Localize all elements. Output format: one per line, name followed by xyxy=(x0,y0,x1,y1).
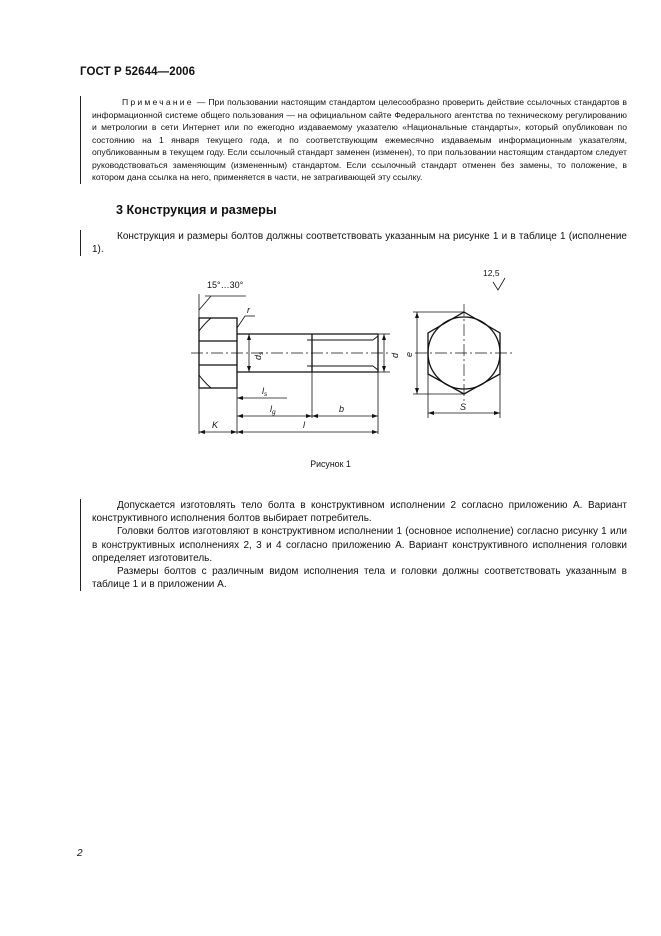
thread-length-label: b xyxy=(339,404,345,414)
thread-diameter-label: d xyxy=(390,352,400,358)
head-height-label: K xyxy=(212,420,219,430)
intro-paragraph: Конструкция и размеры болтов должны соответствовать указанным на рисунке 1 и в таблице 1 (исполнение 1). xyxy=(92,231,627,256)
note-label: Примечание xyxy=(122,97,194,107)
bolt-length-label: l xyxy=(303,420,305,430)
note-paragraph xyxy=(80,96,627,184)
shank-length-label: $l_s$ xyxy=(262,386,268,398)
roughness-label: 12,5 xyxy=(483,268,500,278)
standard-code-header: ГОСТ Р 52644—2006 xyxy=(80,66,196,78)
section-heading: 3 Конструкция и размеры xyxy=(116,203,277,217)
paragraph-dimensions: Размеры болтов с различным видом исполнения тела и головки должны соответствовать указанным в таблице 1 и в приложении А. xyxy=(92,566,627,591)
across-flats-label: S xyxy=(460,402,467,412)
intro-block xyxy=(80,230,627,256)
figure-caption: Рисунок 1 xyxy=(310,459,351,469)
angle-label: 15°…30° xyxy=(207,280,244,290)
grip-length-label: $l_g$ xyxy=(270,404,276,416)
across-corners-label: e xyxy=(404,351,414,357)
paragraph-head-variant: Головки болтов изготовляют в конструктивном исполнении 1 (основное исполнение) согласно рисунку 1 или в конструктивных исполнениях 2, 3 и 4 согласно приложению А. Вариант конструктивного исполнения головки определяет изготовитель. xyxy=(92,526,627,564)
body-block xyxy=(80,499,627,591)
paragraph-body-variant: Допускается изготовлять тело болта в конструктивном исполнении 2 согласно приложению А. Вариант конструктивного исполнения болтов выбирает потребитель. xyxy=(92,500,627,525)
shank-diameter-label: $d_s$ xyxy=(253,351,265,360)
fillet-radius-label: r xyxy=(247,305,250,315)
bolt-drawing xyxy=(185,266,525,441)
note-text: — При пользовании настоящим стандартом целесообразно проверить действие ссылочных стандартов в информационной системе общего пользования — на официальном сайте Федерального агентства по техническому регулированию и метрологии в сети Интернет или по ежегодно издаваемому указателю «Национальные стандарты», который опубликован по состоянию на 1 января текущего года, и по соответствующим ежемесячно издаваемым информационным указателям, опубликованным в текущем году. Если ссылочный стандарт заменен (изменен), то при пользовании настоящим стандартом следует руководствоваться заменяющим (измененным) стандартом. Если ссылочный стандарт отменен без замены, то положение, в котором дана ссылка на него, применяется в части, не затрагивающей эту ссылку. xyxy=(92,97,627,182)
page-number: 2 xyxy=(77,848,83,859)
